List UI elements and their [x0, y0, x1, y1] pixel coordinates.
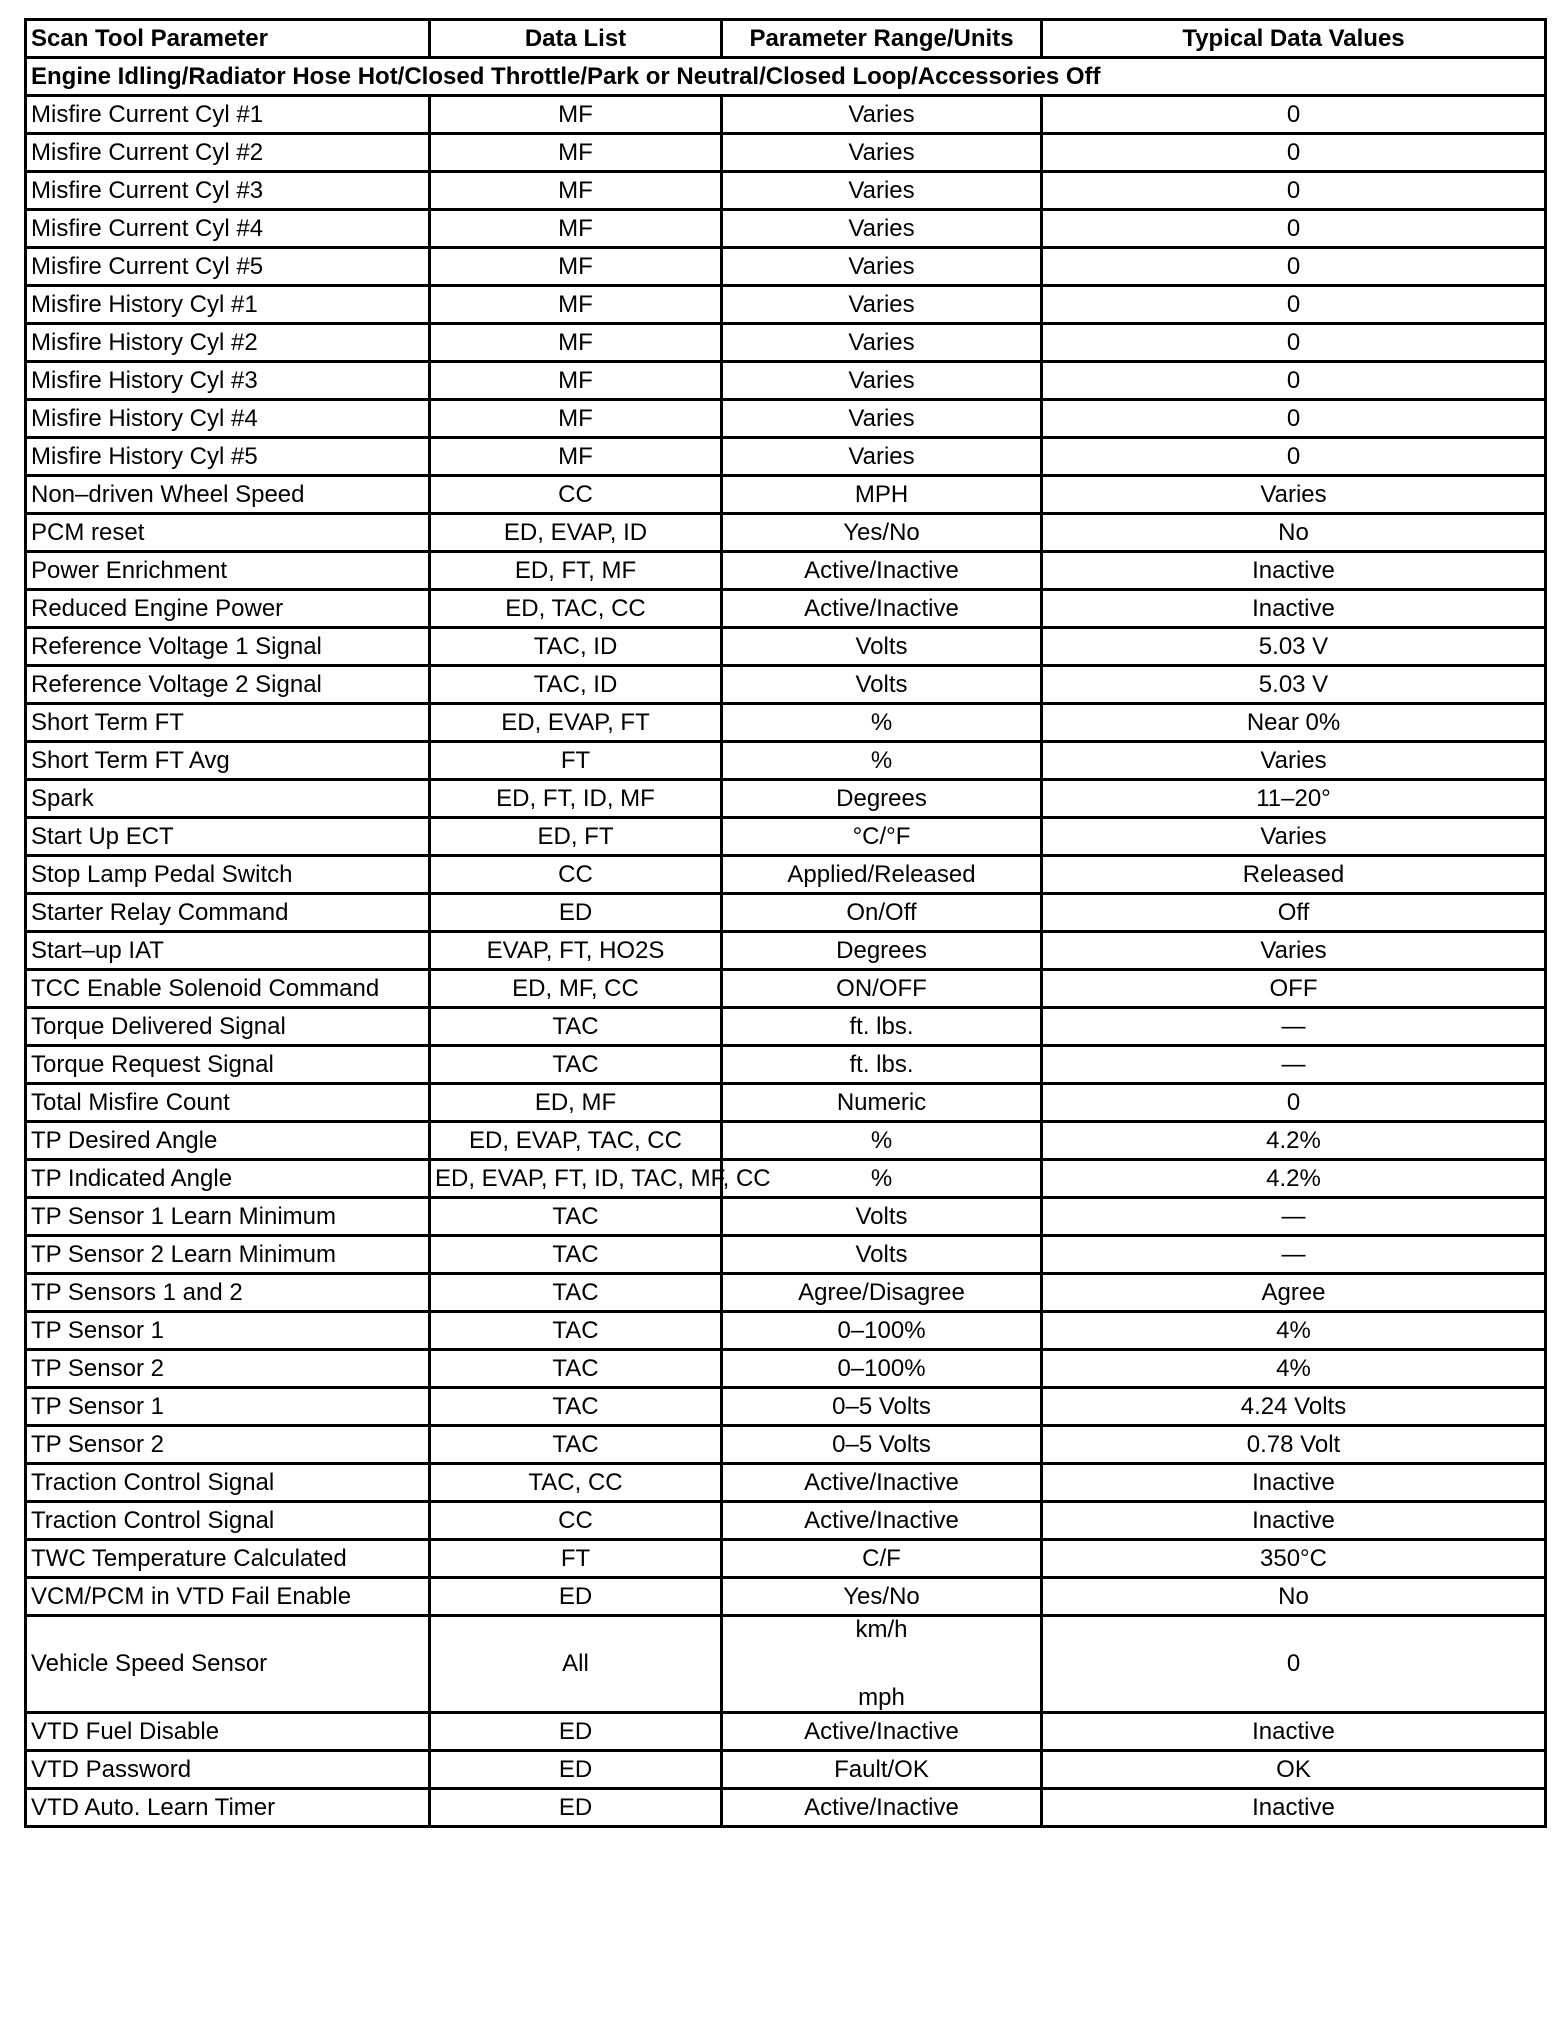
typical-value: 0	[1042, 400, 1546, 438]
table-row	[26, 324, 1546, 362]
table-row	[26, 1713, 1546, 1751]
typical-value: Inactive	[1042, 552, 1546, 590]
table-row	[26, 248, 1546, 286]
data-list: TAC, ID	[430, 628, 722, 666]
typical-value: 0	[1042, 210, 1546, 248]
table-row	[26, 1236, 1546, 1274]
parameter-range-units: Volts	[722, 628, 1042, 666]
parameter-range-units: Varies	[722, 400, 1042, 438]
parameter-name: Misfire Current Cyl #1	[26, 96, 430, 134]
data-list: TAC, ID	[430, 666, 722, 704]
data-list: TAC, CC	[430, 1464, 722, 1502]
parameter-range-units: Yes/No	[722, 514, 1042, 552]
operating-condition: Engine Idling/Radiator Hose Hot/Closed Throttle/Park or Neutral/Closed Loop/Accessories Off	[26, 58, 1546, 96]
data-list: TAC	[430, 1426, 722, 1464]
parameter-name: Misfire Current Cyl #3	[26, 172, 430, 210]
data-list: ED, TAC, CC	[430, 590, 722, 628]
parameter-range-units: Active/Inactive	[722, 552, 1042, 590]
typical-value: Near 0%	[1042, 704, 1546, 742]
unit-line: mph	[858, 1684, 905, 1711]
parameter-range-units: Varies	[722, 248, 1042, 286]
data-list: ED	[430, 1751, 722, 1789]
typical-value: 0	[1042, 324, 1546, 362]
data-list: ED, FT, ID, MF	[430, 780, 722, 818]
typical-value: Off	[1042, 894, 1546, 932]
parameter-name: TP Sensor 2 Learn Minimum	[26, 1236, 430, 1274]
typical-value: Agree	[1042, 1274, 1546, 1312]
typical-value: 0	[1042, 1616, 1546, 1713]
parameter-range-units: ft. lbs.	[722, 1046, 1042, 1084]
header-typical-data-values: Typical Data Values	[1042, 20, 1546, 58]
data-list: TAC	[430, 1350, 722, 1388]
parameter-name: Misfire Current Cyl #2	[26, 134, 430, 172]
data-list: MF	[430, 248, 722, 286]
table-row	[26, 1578, 1546, 1616]
data-list: MF	[430, 438, 722, 476]
parameter-name: Spark	[26, 780, 430, 818]
table-row	[26, 894, 1546, 932]
table-row	[26, 362, 1546, 400]
typical-value: Released	[1042, 856, 1546, 894]
typical-value: 0	[1042, 134, 1546, 172]
parameter-range-units: %	[722, 742, 1042, 780]
parameter-range-units: Degrees	[722, 780, 1042, 818]
parameter-name: Torque Request Signal	[26, 1046, 430, 1084]
table-row	[26, 514, 1546, 552]
parameter-range-units: Varies	[722, 172, 1042, 210]
parameter-range-units: 0–5 Volts	[722, 1426, 1042, 1464]
typical-value: Varies	[1042, 818, 1546, 856]
table-row	[26, 666, 1546, 704]
data-list: ED	[430, 894, 722, 932]
parameter-name: TP Sensor 1	[26, 1388, 430, 1426]
header-row	[26, 20, 1546, 58]
table-row	[26, 1789, 1546, 1827]
parameter-range-units: Active/Inactive	[722, 1502, 1042, 1540]
table-row	[26, 818, 1546, 856]
parameter-name: Starter Relay Command	[26, 894, 430, 932]
table-row	[26, 1426, 1546, 1464]
typical-value: 0	[1042, 286, 1546, 324]
parameter-range-units: MPH	[722, 476, 1042, 514]
parameter-name: TP Sensor 1	[26, 1312, 430, 1350]
parameter-range-units: ft. lbs.	[722, 1008, 1042, 1046]
data-list: TAC	[430, 1008, 722, 1046]
parameter-range-units: Numeric	[722, 1084, 1042, 1122]
table-row	[26, 780, 1546, 818]
table-row	[26, 1274, 1546, 1312]
typical-value: 4.2%	[1042, 1122, 1546, 1160]
typical-value: OFF	[1042, 970, 1546, 1008]
typical-value: —	[1042, 1046, 1546, 1084]
table-row	[26, 134, 1546, 172]
parameter-range-units: %	[722, 1122, 1042, 1160]
parameter-name: VTD Password	[26, 1751, 430, 1789]
parameter-range-units: Active/Inactive	[722, 1713, 1042, 1751]
typical-value: 0	[1042, 248, 1546, 286]
typical-value: 4.2%	[1042, 1160, 1546, 1198]
header-parameter-range-units: Parameter Range/Units	[722, 20, 1042, 58]
parameter-name: Total Misfire Count	[26, 1084, 430, 1122]
typical-value: Inactive	[1042, 590, 1546, 628]
data-list: ED, EVAP, ID	[430, 514, 722, 552]
parameter-range-units: Active/Inactive	[722, 590, 1042, 628]
parameter-name: Stop Lamp Pedal Switch	[26, 856, 430, 894]
parameter-range-units: 0–5 Volts	[722, 1388, 1042, 1426]
parameter-name: Reference Voltage 2 Signal	[26, 666, 430, 704]
table-row	[26, 1046, 1546, 1084]
parameter-name: VCM/PCM in VTD Fail Enable	[26, 1578, 430, 1616]
parameter-range-units: Varies	[722, 324, 1042, 362]
data-list: TAC	[430, 1236, 722, 1274]
parameter-name: VTD Auto. Learn Timer	[26, 1789, 430, 1827]
parameter-name: Misfire History Cyl #4	[26, 400, 430, 438]
parameter-name: Start–up IAT	[26, 932, 430, 970]
parameter-name: PCM reset	[26, 514, 430, 552]
data-list: MF	[430, 362, 722, 400]
parameter-range-units: Volts	[722, 1198, 1042, 1236]
parameter-range-units: Varies	[722, 362, 1042, 400]
table-row	[26, 704, 1546, 742]
parameter-name: TP Desired Angle	[26, 1122, 430, 1160]
parameter-range-units: °C/°F	[722, 818, 1042, 856]
typical-value: Inactive	[1042, 1502, 1546, 1540]
parameter-name: Traction Control Signal	[26, 1502, 430, 1540]
typical-value: 4.24 Volts	[1042, 1388, 1546, 1426]
parameter-range-units: 0–100%	[722, 1312, 1042, 1350]
data-list: ED, MF	[430, 1084, 722, 1122]
parameter-range-units: C/F	[722, 1540, 1042, 1578]
condition-row	[26, 58, 1546, 96]
typical-value: 0	[1042, 1084, 1546, 1122]
parameter-range-units: %	[722, 1160, 1042, 1198]
typical-value: 5.03 V	[1042, 628, 1546, 666]
data-list: CC	[430, 856, 722, 894]
data-list: CC	[430, 476, 722, 514]
parameter-name: TP Sensor 2	[26, 1426, 430, 1464]
parameter-name: Non–driven Wheel Speed	[26, 476, 430, 514]
parameter-name: VTD Fuel Disable	[26, 1713, 430, 1751]
data-list: MF	[430, 134, 722, 172]
parameter-name: Reference Voltage 1 Signal	[26, 628, 430, 666]
parameter-range-units: Varies	[722, 96, 1042, 134]
typical-value: 0	[1042, 438, 1546, 476]
data-list: TAC	[430, 1046, 722, 1084]
data-list: TAC	[430, 1388, 722, 1426]
typical-value: —	[1042, 1198, 1546, 1236]
parameter-range-units: Varies	[722, 134, 1042, 172]
parameter-range-units: Varies	[722, 438, 1042, 476]
data-list: CC	[430, 1502, 722, 1540]
parameter-range-units: Fault/OK	[722, 1751, 1042, 1789]
data-list: EVAP, FT, HO2S	[430, 932, 722, 970]
typical-value: —	[1042, 1236, 1546, 1274]
typical-value: 4%	[1042, 1350, 1546, 1388]
data-list: MF	[430, 400, 722, 438]
parameter-name: TP Indicated Angle	[26, 1160, 430, 1198]
parameter-range-units: Volts	[722, 666, 1042, 704]
data-list: ED	[430, 1713, 722, 1751]
table-row	[26, 1502, 1546, 1540]
data-list: ED	[430, 1789, 722, 1827]
typical-value: Varies	[1042, 932, 1546, 970]
parameter-range-units: %	[722, 704, 1042, 742]
table-row	[26, 476, 1546, 514]
parameter-name: Misfire History Cyl #1	[26, 286, 430, 324]
table-row	[26, 172, 1546, 210]
parameter-name: Short Term FT Avg	[26, 742, 430, 780]
typical-value: 350°C	[1042, 1540, 1546, 1578]
data-list: MF	[430, 210, 722, 248]
typical-value: Varies	[1042, 742, 1546, 780]
table-row	[26, 1008, 1546, 1046]
typical-value: 0	[1042, 96, 1546, 134]
parameter-range-units: Degrees	[722, 932, 1042, 970]
table-row	[26, 400, 1546, 438]
scan-tool-data-table	[24, 18, 1547, 1828]
data-list: ED, FT, MF	[430, 552, 722, 590]
table-row	[26, 1388, 1546, 1426]
parameter-name: Torque Delivered Signal	[26, 1008, 430, 1046]
table-row	[26, 552, 1546, 590]
typical-value: 0.78 Volt	[1042, 1426, 1546, 1464]
table-row	[26, 970, 1546, 1008]
parameter-name: Misfire History Cyl #5	[26, 438, 430, 476]
table-row	[26, 1160, 1546, 1198]
header-data-list: Data List	[430, 20, 722, 58]
table-row	[26, 438, 1546, 476]
parameter-name: Traction Control Signal	[26, 1464, 430, 1502]
parameter-name: Misfire History Cyl #2	[26, 324, 430, 362]
data-list: ED	[430, 1578, 722, 1616]
data-list: ED, FT	[430, 818, 722, 856]
parameter-range-units: Active/Inactive	[722, 1789, 1042, 1827]
table-row	[26, 856, 1546, 894]
typical-value: No	[1042, 514, 1546, 552]
parameter-name: Start Up ECT	[26, 818, 430, 856]
typical-value: Inactive	[1042, 1789, 1546, 1827]
parameter-range-units: ON/OFF	[722, 970, 1042, 1008]
data-list: ED, MF, CC	[430, 970, 722, 1008]
typical-value: 5.03 V	[1042, 666, 1546, 704]
parameter-name: TP Sensor 2	[26, 1350, 430, 1388]
data-list: MF	[430, 96, 722, 134]
parameter-range-units: Varies	[722, 210, 1042, 248]
typical-value: 11–20°	[1042, 780, 1546, 818]
parameter-name: Power Enrichment	[26, 552, 430, 590]
data-list: FT	[430, 742, 722, 780]
parameter-range-units: Applied/Released	[722, 856, 1042, 894]
parameter-name: TP Sensors 1 and 2	[26, 1274, 430, 1312]
table-row	[26, 1198, 1546, 1236]
typical-value: 0	[1042, 172, 1546, 210]
parameter-name: Misfire Current Cyl #5	[26, 248, 430, 286]
parameter-range-units	[722, 1616, 1042, 1713]
data-list: TAC	[430, 1198, 722, 1236]
table-row	[26, 1751, 1546, 1789]
table-row	[26, 1312, 1546, 1350]
parameter-range-units: Agree/Disagree	[722, 1274, 1042, 1312]
parameter-range-units: Active/Inactive	[722, 1464, 1042, 1502]
data-list: ED, EVAP, FT, ID, TAC, MF, CC	[430, 1160, 722, 1198]
parameter-range-units: Varies	[722, 286, 1042, 324]
parameter-range-units: 0–100%	[722, 1350, 1042, 1388]
parameter-range-units: Yes/No	[722, 1578, 1042, 1616]
typical-value: No	[1042, 1578, 1546, 1616]
parameter-name: Vehicle Speed Sensor	[26, 1616, 430, 1713]
table-row	[26, 1350, 1546, 1388]
table-row	[26, 1540, 1546, 1578]
table-row	[26, 628, 1546, 666]
data-list: TAC	[430, 1274, 722, 1312]
table-row	[26, 286, 1546, 324]
typical-value: Inactive	[1042, 1464, 1546, 1502]
table-row	[26, 210, 1546, 248]
typical-value: Inactive	[1042, 1713, 1546, 1751]
parameter-range-units: Volts	[722, 1236, 1042, 1274]
parameter-name: TP Sensor 1 Learn Minimum	[26, 1198, 430, 1236]
data-list: MF	[430, 286, 722, 324]
parameter-name: Reduced Engine Power	[26, 590, 430, 628]
table-row	[26, 1616, 1546, 1713]
typical-value: —	[1042, 1008, 1546, 1046]
data-list: All	[430, 1616, 722, 1713]
table-row	[26, 1122, 1546, 1160]
table-row	[26, 932, 1546, 970]
table-row	[26, 1084, 1546, 1122]
typical-value: Varies	[1042, 476, 1546, 514]
table-row	[26, 1464, 1546, 1502]
header-scan-tool-parameter: Scan Tool Parameter	[26, 20, 430, 58]
typical-value: 4%	[1042, 1312, 1546, 1350]
typical-value: OK	[1042, 1751, 1546, 1789]
data-list: FT	[430, 1540, 722, 1578]
table-row	[26, 590, 1546, 628]
data-list: MF	[430, 324, 722, 362]
parameter-name: TCC Enable Solenoid Command	[26, 970, 430, 1008]
table-row	[26, 742, 1546, 780]
table-row	[26, 96, 1546, 134]
data-list: ED, EVAP, FT	[430, 704, 722, 742]
parameter-name: Short Term FT	[26, 704, 430, 742]
typical-value: 0	[1042, 362, 1546, 400]
data-list: MF	[430, 172, 722, 210]
unit-line: km/h	[855, 1616, 908, 1643]
data-list: ED, EVAP, TAC, CC	[430, 1122, 722, 1160]
data-list: TAC	[430, 1312, 722, 1350]
parameter-name: Misfire Current Cyl #4	[26, 210, 430, 248]
parameter-name: Misfire History Cyl #3	[26, 362, 430, 400]
parameter-name: TWC Temperature Calculated	[26, 1540, 430, 1578]
parameter-range-units: On/Off	[722, 894, 1042, 932]
